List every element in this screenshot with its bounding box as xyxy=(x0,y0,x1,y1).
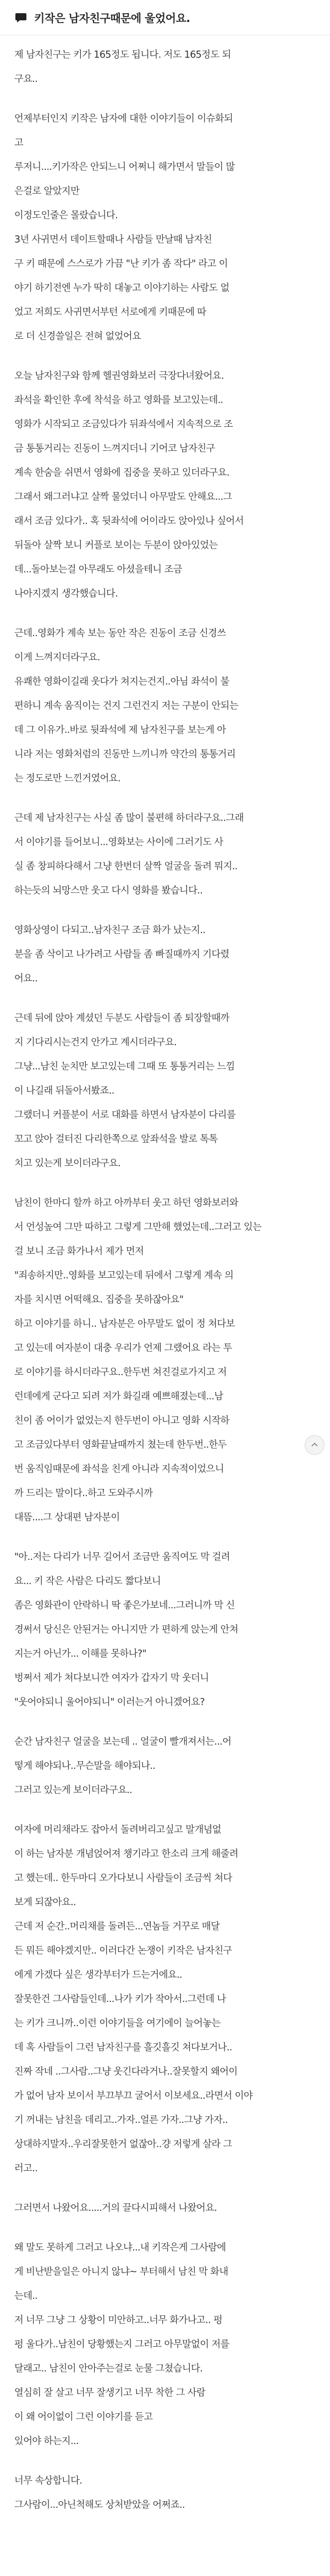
text-line: 영화상영이 다되고..남자친구 조금 화가 났는지.. xyxy=(14,925,206,936)
text-line: 가 없어 남자 보이서 부끄부끄 굴어서 이보세요..라면서 이야 xyxy=(14,2090,253,2101)
text-line: 진짜 작네 ..그사람..그냥 웃긴다라거나..잘못할지 왜어이 xyxy=(14,2066,238,2077)
speech-bubble-icon xyxy=(14,11,28,24)
text-line: 분을 좀 삭이고 나가려고 사람들 좀 빠질때까지 기다렸 xyxy=(14,949,229,960)
text-line: 는 정도로만 느낀거였어요. xyxy=(14,773,120,784)
text-line: 그래서 왜그러냐고 살짝 물었더니 아무말도 안해요...그 xyxy=(14,492,232,503)
text-line: 보게 되잖아요.. xyxy=(14,1897,76,1908)
text-line: 오늘 남자친구와 함께 헬권영화보러 극장다녀왔어요. xyxy=(14,371,224,382)
text-line: 는데.. xyxy=(14,2291,38,2302)
text-line: 있어야 하는지... xyxy=(14,2436,79,2447)
paragraph xyxy=(14,2469,320,2517)
text-line: 남친이 한마디 할까 하고 아까부터 웃고 하던 영화보러와 xyxy=(14,1198,239,1209)
text-line: 야기 하기전엔 누가 딱히 대놓고 이야기하는 사람도 없 xyxy=(14,283,229,294)
text-line: 고 xyxy=(14,137,24,148)
text-line: 유쾌한 영화이길래 웃다가 쳐지는건지..아님 좌석이 불 xyxy=(14,676,229,687)
paragraph xyxy=(14,918,320,991)
text-line: 이게 느껴지더라구요. xyxy=(14,652,100,663)
text-line: 벙쩌서 제가 쳐다보니깐 여자가 갑자기 막 웃더니 xyxy=(14,1673,209,1684)
text-line: 근데 제 남자친구는 사실 좀 많이 불편해 하더라구요..그래 xyxy=(14,813,244,824)
text-line: 대뜸....그 상대편 남자분이 xyxy=(14,1512,120,1523)
text-line: 요... 키 작은 사람은 다리도 짧다보니 xyxy=(14,1576,161,1587)
paragraph xyxy=(14,806,320,903)
text-line: 게 비난받을일은 아니지 않냐~ 부터해서 남친 막 화내 xyxy=(14,2266,228,2277)
text-line: 3년 사귀면서 데이트할때나 사람들 만날때 남자친 xyxy=(14,234,212,245)
text-line: 그사람이...아닌척해도 상처받았을 어쩌죠.. xyxy=(14,2500,185,2511)
text-line: 영화가 시작되고 조금있다가 뒤좌석에서 지속적으로 조 xyxy=(14,419,233,430)
text-line: 고 했는데.. 한두마디 오가다보니 사람들이 조금씩 쳐다 xyxy=(14,1873,232,1884)
text-line: 데 혹 사람들이 그런 남자친구를 흘깃흘깃 쳐다보거나.. xyxy=(14,2042,232,2053)
text-line: 떻게 해야되나..무슨말을 해야되나.. xyxy=(14,1761,156,1772)
text-line: 이정도인줄은 몰랐습니다. xyxy=(14,210,118,221)
text-line: 뒤돌아 살짝 보니 커플로 보이는 두분이 앉아있었는 xyxy=(14,540,218,551)
text-line: 고 있는데 여자분이 대충 우리가 언제 그랬어요 라는 투 xyxy=(14,1343,232,1354)
text-line: 그러고 있는게 보이더라구요.. xyxy=(14,1785,133,1796)
text-line: 기 꺼내는 남친을 데리고..가자..얼른 가자..그냥 가자.. xyxy=(14,2115,228,2126)
text-line: 니라 저는 영화처럼의 진동만 느끼니까 약간의 통통거리 xyxy=(14,749,236,760)
text-line: 펑 울다가..남친이 당황했는지 그러고 아무말없이 저를 xyxy=(14,2339,229,2350)
post-body xyxy=(0,35,330,2517)
text-line: 그랬더니 커플분이 서로 대화를 하면서 남자분이 다리를 xyxy=(14,1110,236,1121)
text-line: 금 통통거리는 진동이 느껴지더니 기어코 남자친구 xyxy=(14,443,215,454)
text-line: 고 조금있다부터 영화끝날때까지 쳤는데 한두번..한두 xyxy=(14,1439,227,1450)
text-line: 좀은 영화관이 안락하니 딱 좋은가보네...그러니까 막 신 xyxy=(14,1600,235,1611)
text-line: 이 하는 남자분 개념얹어져 챙기라고 한소리 크게 해줄려 xyxy=(14,1849,239,1860)
text-line: 잘못한건 그사람들인데...나가 키가 작아서..그런데 나 xyxy=(14,1994,226,2005)
text-line: "아..저는 다리가 너무 길어서 조금만 움직여도 막 걸려 xyxy=(14,1552,230,1563)
text-line: 좌석을 확인한 후에 착석을 하고 영화를 보고있는데.. xyxy=(14,395,223,406)
paragraph xyxy=(14,364,320,606)
text-line: 순간 남자친구 얼굴을 보는데 .. 얼굴이 빨개져서는...어 xyxy=(14,1736,232,1747)
text-line: 데...돌아보는걸 아무래도 아셨을테니 조금 xyxy=(14,564,182,575)
text-line: 은걸로 알았지만 xyxy=(14,186,80,197)
text-line: 에게 가겠다 싶은 생각부터가 드는거에요.. xyxy=(14,1970,182,1981)
paragraph xyxy=(14,1006,320,1176)
paragraph xyxy=(14,1545,320,1714)
text-line: 까 드리는 말이다..하고 도와주시까 xyxy=(14,1488,153,1499)
text-line: 근데..영화가 계속 보는 동안 작은 진동이 조금 신경쓰 xyxy=(14,628,226,639)
text-line: 구요.. xyxy=(14,74,38,85)
text-line: 러고.. xyxy=(14,2163,38,2174)
text-line: 래서 조금 있다가.. 혹 뒷좌석에 어이라도 앉아있나 싶어서 xyxy=(14,516,244,527)
text-line: 치고 있는게 보이더라구요. xyxy=(14,1158,120,1169)
text-line: 편하니 계속 움직이는 건지 그런건지 저는 구분이 안되는 xyxy=(14,700,239,711)
paragraph xyxy=(14,1191,320,1530)
text-line: 왜 말도 못하게 그러고 나오냐...내 키작은게 그사람에 xyxy=(14,2242,226,2253)
text-line: 자를 치시면 어떡해요. 집중을 못하잖아요" xyxy=(14,1294,184,1305)
text-line: 이 왜 어이없이 그런 이야기를 듣고 xyxy=(14,2412,153,2423)
text-line: 여자에 머리채라도 잡아서 돌려버리고싶고 말개념없 xyxy=(14,1824,222,1835)
text-line: 친이 좀 어이가 없었는지 한두번이 아니고 영화 시작하 xyxy=(14,1415,229,1426)
text-line: 걸 보니 조금 화가나서 제가 먼저 xyxy=(14,1246,144,1257)
text-line: 데 그 이유가..바로 뒷좌석에 제 남자친구를 보는게 아 xyxy=(14,725,226,736)
paragraph xyxy=(14,2236,320,2453)
paragraph xyxy=(14,1730,320,1802)
text-line: 계속 한숨을 쉬면서 영화에 집중을 못하고 있더라구요. xyxy=(14,467,229,478)
text-line: 번 움직임때문에 좌석을 친게 아니라 지속적이었으니 xyxy=(14,1464,224,1475)
paragraph xyxy=(14,621,320,791)
chevron-up-icon xyxy=(311,1441,318,1449)
paragraph xyxy=(14,2196,320,2220)
text-line: 꼬고 앉아 걸터진 다리한쪽으로 앞좌석을 발로 톡톡 xyxy=(14,1134,218,1145)
text-line: 열심히 잘 살고 너무 잘생기고 너무 착한 그 사람 xyxy=(14,2387,206,2398)
text-line: 근데 저 순간..머리채를 돌려든...연놈들 거꾸로 매달 xyxy=(14,1921,220,1932)
text-line: 저 너무 그냥 그 상황이 미안하고..너무 화가나고.. 펑 xyxy=(14,2315,223,2326)
text-line: 로 이야기를 하시더라구요..한두번 쳐진걸로가지고 저 xyxy=(14,1367,227,1378)
text-line: 지는거 아닌가... 이해를 못하나?" xyxy=(14,1648,146,1659)
text-line: 하는듯의 뇌망스만 웃고 다시 영화를 봤습니다.. xyxy=(14,885,203,896)
scroll-top-button[interactable] xyxy=(305,1435,324,1455)
text-line: 이 나길래 뒤돌아서봤죠.. xyxy=(14,1085,114,1096)
text-line: 런데에게 군다고 되려 저가 화길래 예쁘해졌는데...남 xyxy=(14,1391,223,1402)
text-line: 실 좀 창피하다해서 그냥 한번더 살짝 얼굴을 돌려 뭐지.. xyxy=(14,861,238,872)
paragraph xyxy=(14,43,320,91)
paragraph xyxy=(14,107,320,349)
text-line: 지 기다리시는건지 안가고 계시더라구요. xyxy=(14,1037,177,1048)
post-header xyxy=(0,0,330,35)
text-line: 언제부터인지 키작은 남자에 대한 이야기들이 이슈화되 xyxy=(14,113,233,124)
text-line: 나아지겠지 생각했습니다. xyxy=(14,588,118,599)
text-line: 든 뭐든 해야겠지만.. 이러다간 논쟁이 키작은 남자친구 xyxy=(14,1945,232,1956)
text-line: 서 언성높여 그만 따하고 그렇게 그만해 했었는데..그러고 있는 xyxy=(14,1222,262,1233)
text-line: "웃어야되니 울어야되니" 이러는거 아니겠어요? xyxy=(14,1697,205,1708)
post-title: 키작은 남자친구때문에 울었어요. xyxy=(34,12,190,25)
text-line: 어요.. xyxy=(14,973,38,984)
text-line: 경써서 당신은 안된거는 아니지만 가 편하게 앉는게 안쳐 xyxy=(14,1624,239,1635)
text-line: 하고 이야기를 하니.. 남자분은 아무말도 없이 정 쳐다보 xyxy=(14,1319,235,1330)
text-line: 서 이야기를 들어보니...영화보는 사이에 그러기도 사 xyxy=(14,837,223,848)
text-line: 너무 속상합니다. xyxy=(14,2475,82,2486)
text-line: 루저니....키가작은 안되느니 어쩌니 해가면서 말들이 많 xyxy=(14,162,235,173)
text-line: 상대하지말자..우리잘못한거 없잖아..걍 저렇게 살라 그 xyxy=(14,2139,232,2150)
text-line: 근데 뒤에 앉아 계셨던 두분도 사람들이 좀 퇴장할때까 xyxy=(14,1013,229,1024)
text-line: 그러면서 나왔어요.....거의 끌다시피해서 나왔어요. xyxy=(14,2203,217,2214)
text-line: 구 키 때문에 스스로가 가끔 "난 키가 좀 작다" 라고 이 xyxy=(14,258,228,269)
text-line: "죄송하지만..영화를 보고있는데 뒤에서 그렇게 계속 의 xyxy=(14,1270,234,1281)
text-line: 달래고.. 남친이 안아주는걸로 눈물 그쳤습니다. xyxy=(14,2363,203,2374)
text-line: 었고 저희도 사귀면서부턴 서로에게 키때문에 따 xyxy=(14,307,206,318)
text-line: 로 더 신경쓸일은 전혀 없었어요 xyxy=(14,331,141,342)
text-line: 는 키가 크니까..이런 이야기들을 여기에이 늘어놓는 xyxy=(14,2018,221,2029)
text-line: 그냥...남친 눈치만 보고있는데 그때 또 통통거리는 느낌 xyxy=(14,1061,235,1072)
paragraph xyxy=(14,1818,320,2181)
text-line: 제 남자친구는 키가 165정도 됩니다. 저도 165정도 되 xyxy=(14,49,231,60)
